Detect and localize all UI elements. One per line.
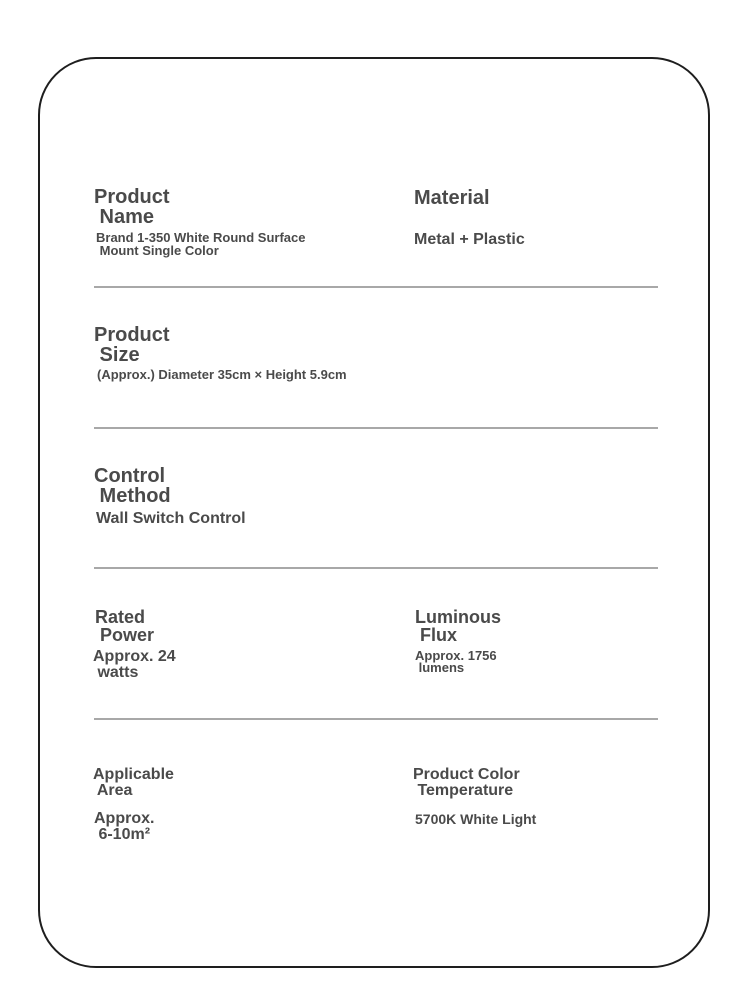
color-temperature-value: 5700K White Light — [415, 811, 537, 827]
product-name-value: Brand 1-350 White Round Surface Mount Single Color — [96, 230, 306, 258]
material-label: Material — [414, 187, 490, 209]
applicable-area-value: Approx. 6-10m² — [94, 810, 155, 843]
material-value: Metal + Plastic — [414, 231, 525, 248]
divider — [94, 718, 658, 720]
product-size-value: (Approx.) Diameter 35cm × Height 5.9cm — [97, 367, 347, 382]
divider — [94, 427, 658, 429]
divider — [94, 286, 658, 288]
control-method-value: Wall Switch Control — [96, 510, 246, 527]
luminous-flux-label: Luminous Flux — [415, 607, 501, 645]
rated-power-label: Rated Power — [95, 607, 155, 645]
color-temperature-label: Product Color Temperature — [413, 766, 520, 799]
applicable-area-label: Applicable Area — [93, 766, 174, 799]
product-size-label: Product Size — [94, 324, 170, 366]
luminous-flux-value: Approx. 1756 lumens — [415, 648, 497, 675]
control-method-label: Control Method — [94, 465, 171, 507]
rated-power-value: Approx. 24 watts — [93, 648, 176, 681]
product-name-label: Product Name — [94, 186, 170, 228]
divider — [94, 567, 658, 569]
